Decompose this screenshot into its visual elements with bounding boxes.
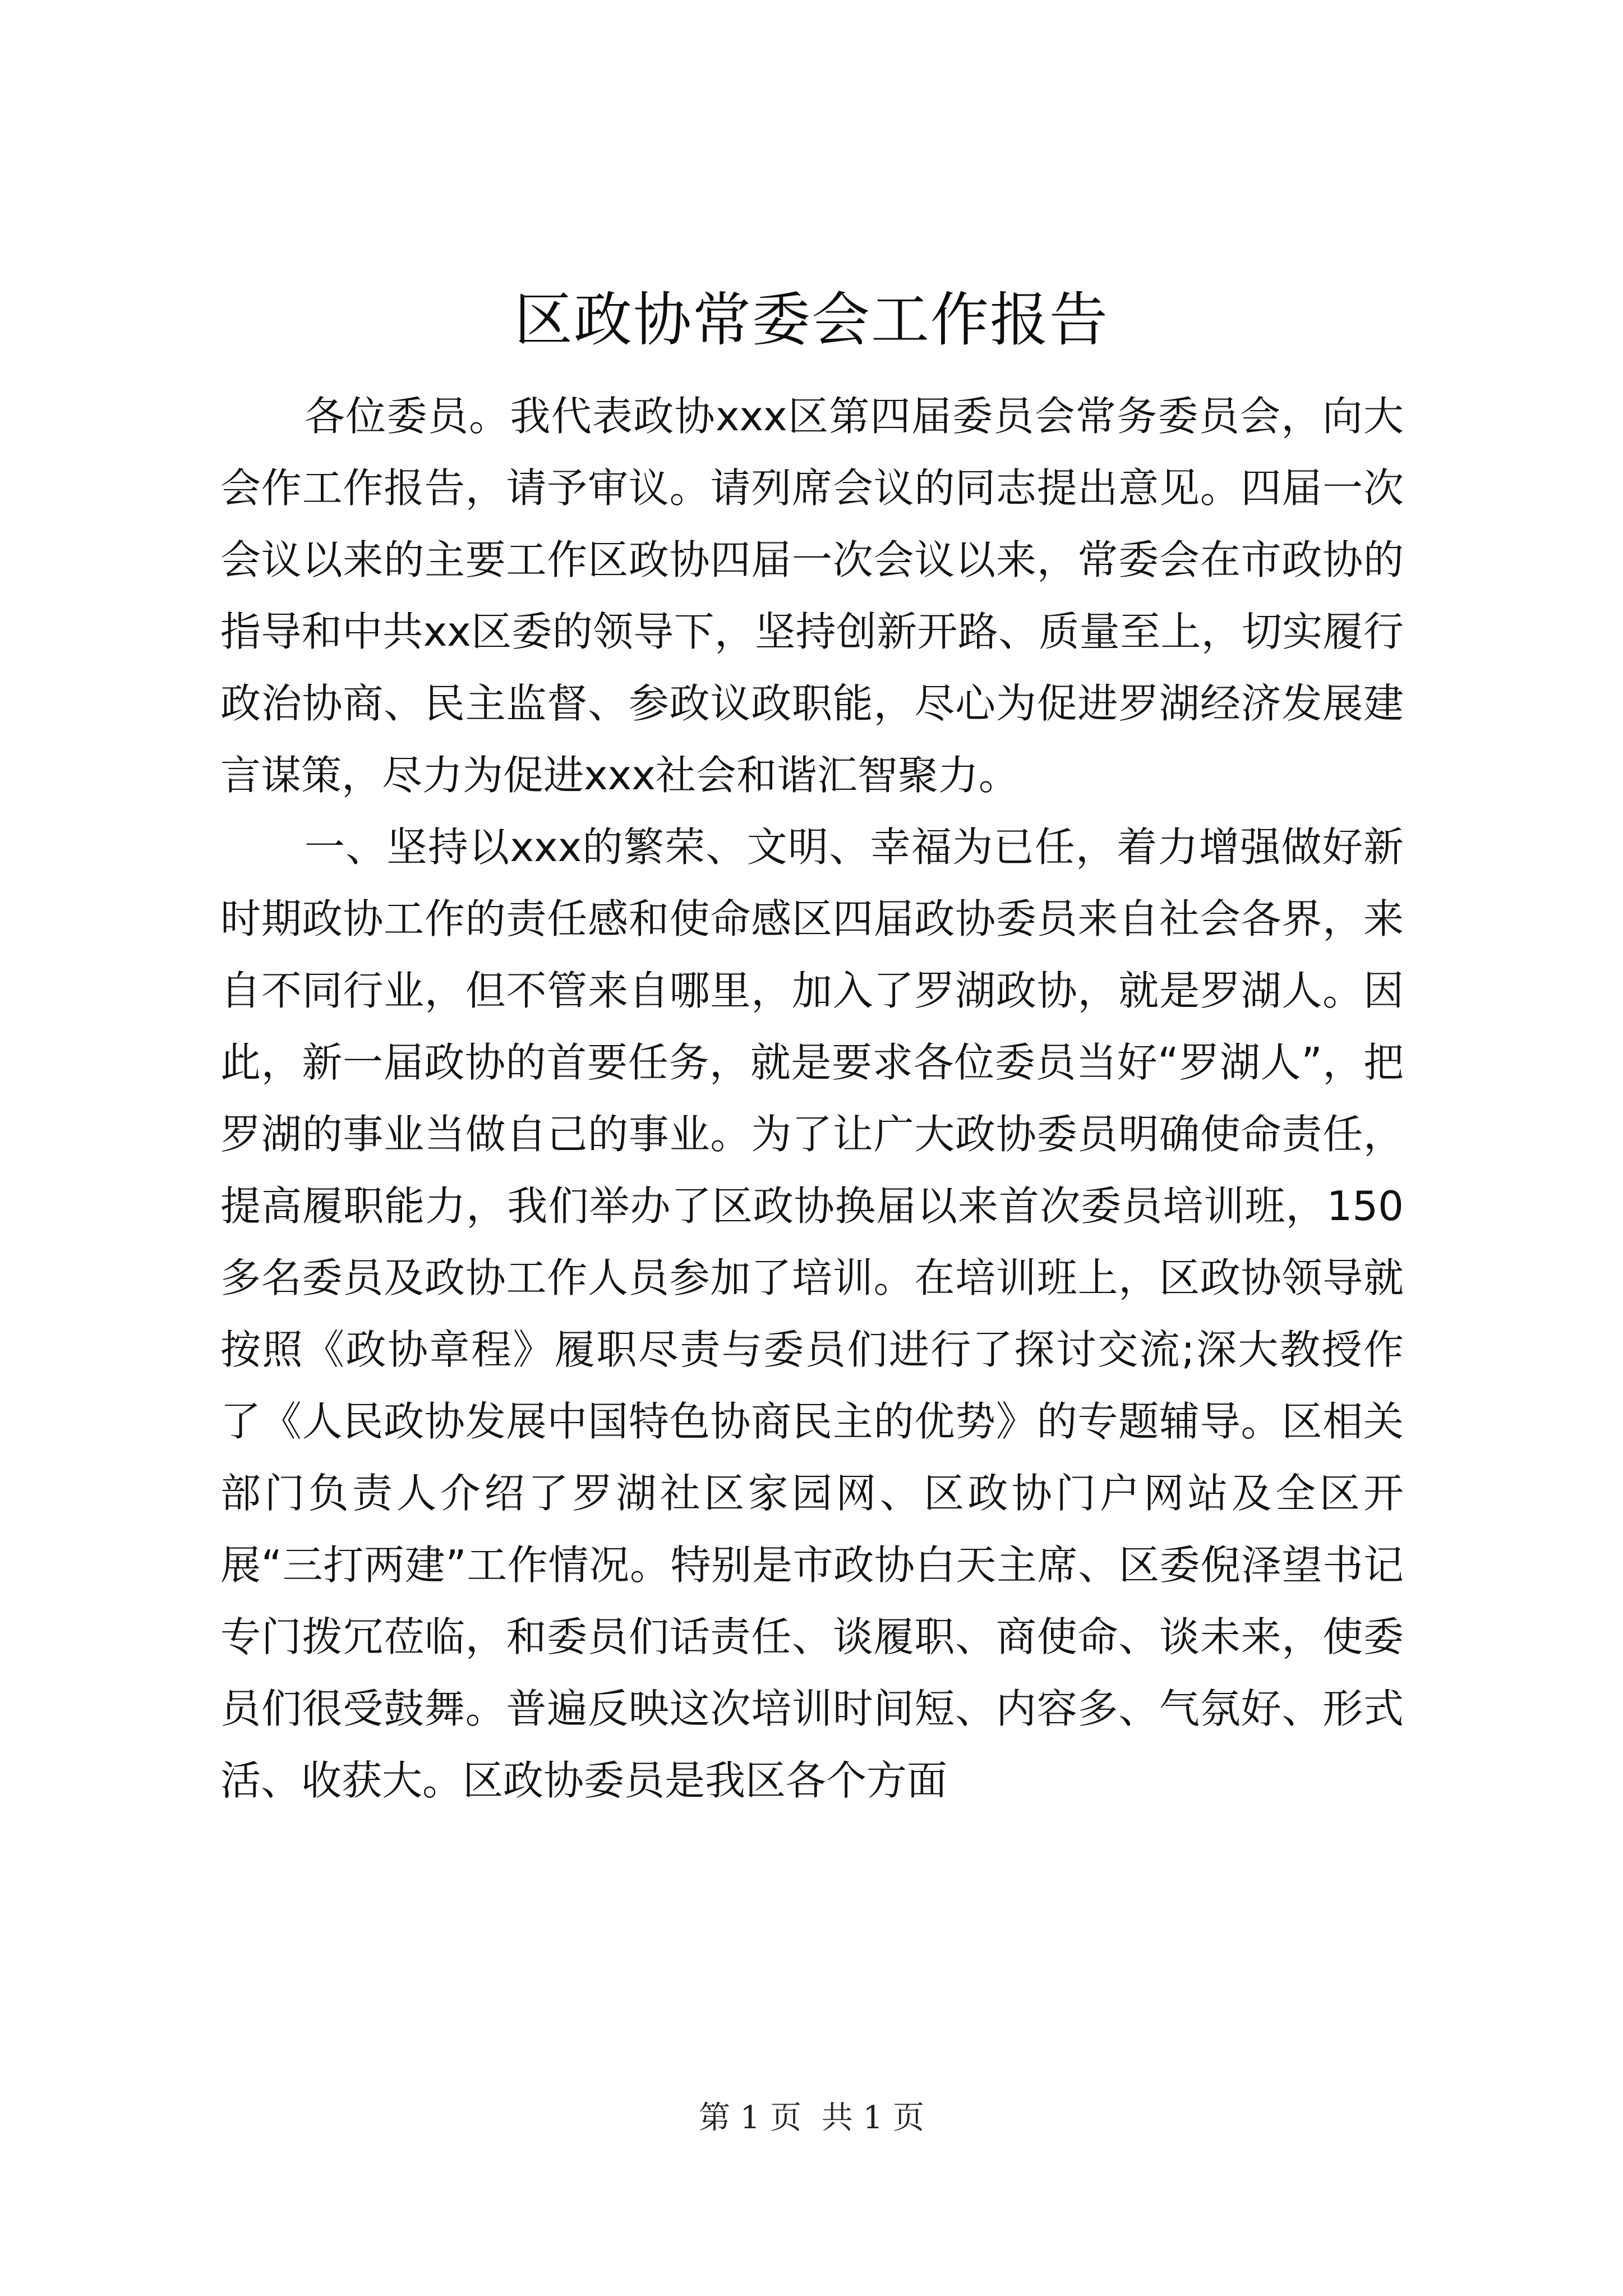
document-body [220, 380, 1404, 1816]
page-number-label: 第 1 页 共 1 页 [698, 2100, 925, 2136]
page-footer [0, 2098, 1623, 2138]
document-title: 区政协常委会工作报告 [514, 286, 1109, 354]
paragraph-opening: 各位委员。我代表政协xxx区第四届委员会常务委员会，向大会作工作报告，请予审议。请列席会议的同志提出意见。四届一次会议以来的主要工作区政协四届一次会议以来，常委会在市政协的指导和中共xx区委的领导下，坚持创新开路、质量至上，切实履行政治协商、民主监督、参政议政职能，尽心为促进罗湖经济发展建言谋策，尽力为促进xxx社会和谐汇智聚力。 [220, 393, 1404, 799]
paragraph-section-one: 一、坚持以xxx的繁荣、文明、幸福为已任，着力增强做好新时期政协工作的责任感和使命感区四届政协委员来自社会各界，来自不同行业，但不管来自哪里，加入了罗湖政协，就是罗湖人。因此，新一届政协的首要任务，就是要求各位委员当好“罗湖人”，把罗湖的事业当做自己的事业。为了让广大政协委员明确使命责任，提高履职能力，我们举办了区政协换届以来首次委员培训班，150多名委员及政协工作人员参加了培训。在培训班上，区政协领导就按照《政协章程》履职尽责与委员们进行了探讨交流;深大教授作了《人民政协发展中国特色协商民主的优势》的专题辅导。区相关部门负责人介绍了罗湖社区家园网、区政协门户网站及全区开展“三打两建”工作情况。特别是市政协白天主席、区委倪泽望书记专门拨冗莅临，和委员们话责任、谈履职、商使命、谈未来，使委员们很受鼓舞。普遍反映这次培训时间短、内容多、气氛好、形式活、收获大。区政协委员是我区各个方面 [220, 823, 1404, 1804]
